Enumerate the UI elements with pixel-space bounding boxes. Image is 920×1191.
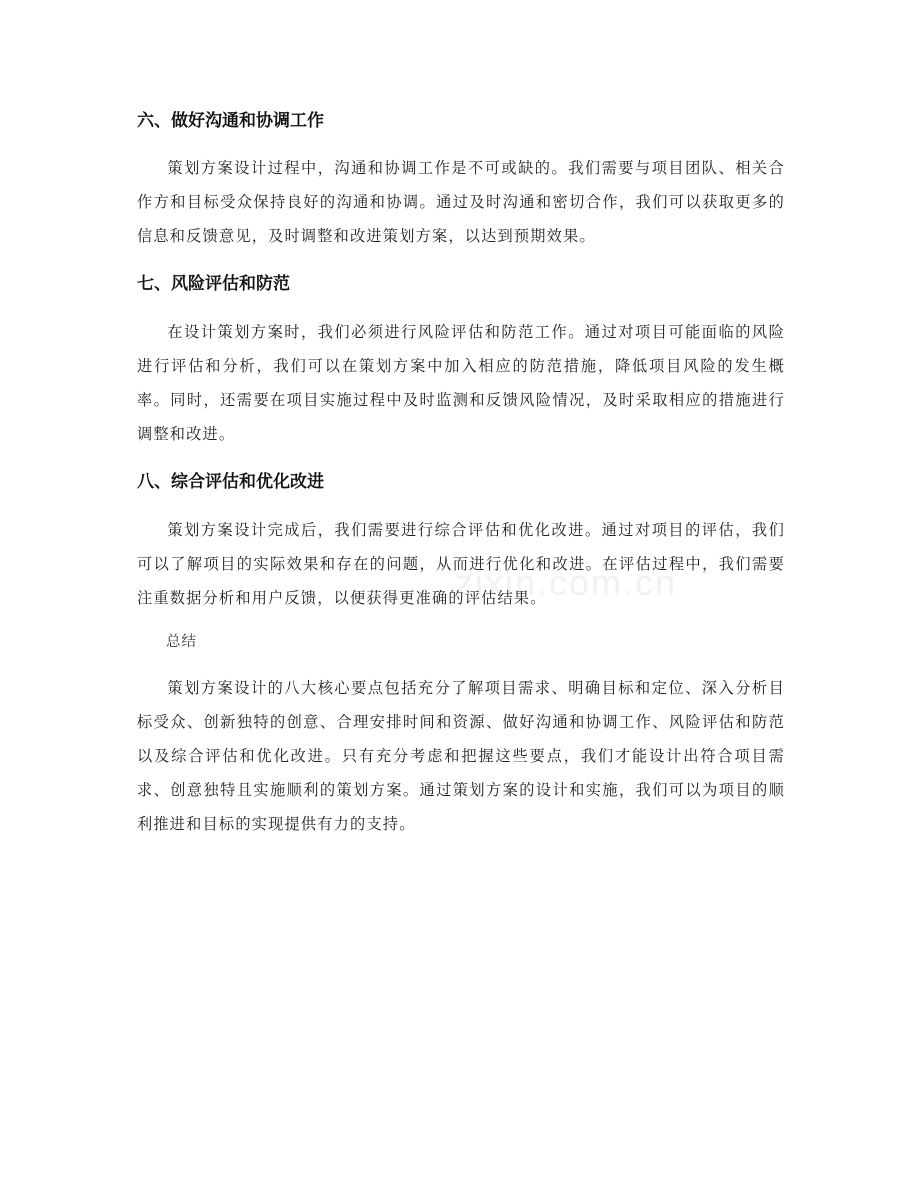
section-paragraph-6: 策划方案设计过程中，沟通和协调工作是不可或缺的。我们需要与项目团队、相关合作方和目标受众保持良好的沟通和协调。通过及时沟通和密切合作，我们可以获取更多的信息和反馈意见，及时调整和改进策划方案，以达到预期效果。 <box>137 159 785 245</box>
section-paragraph-8: 策划方案设计完成后，我们需要进行综合评估和优化改进。通过对项目的评估，我们可以了解项目的实际效果和存在的问题，从而进行优化和改进。在评估过程中，我们需要注重数据分析和用户反馈，以便获得更准确的评估结果。 <box>137 521 785 607</box>
summary-label: 总结 <box>166 634 197 650</box>
document-body <box>137 106 785 841</box>
section-heading-6: 六、做好沟通和协调工作 <box>137 111 324 131</box>
section-paragraph-7: 在设计策划方案时，我们必须进行风险评估和防范工作。通过对项目可能面临的风险进行评估和分析，我们可以在策划方案中加入相应的防范措施，降低项目风险的发生概率。同时，还需要在项目实施过程中及时监测和反馈风险情况，及时采取相应的措施进行调整和改进。 <box>137 323 785 443</box>
summary-paragraph: 策划方案设计的八大核心要点包括充分了解项目需求、明确目标和定位、深入分析目标受众、创新独特的创意、合理安排时间和资源、做好沟通和协调工作、风险评估和防范以及综合评估和优化改进。只有充分考虑和把握这些要点，我们才能设计出符合项目需求、创意独特且实施顺利的策划方案。通过策划方案的设计和实施，我们可以为项目的顺利推进和目标的实现提供有力的支持。 <box>137 679 785 833</box>
section-heading-7: 七、风险评估和防范 <box>137 274 290 294</box>
watermark: zixin.com.cn <box>455 562 678 603</box>
section-heading-8: 八、综合评估和优化改进 <box>137 472 324 492</box>
